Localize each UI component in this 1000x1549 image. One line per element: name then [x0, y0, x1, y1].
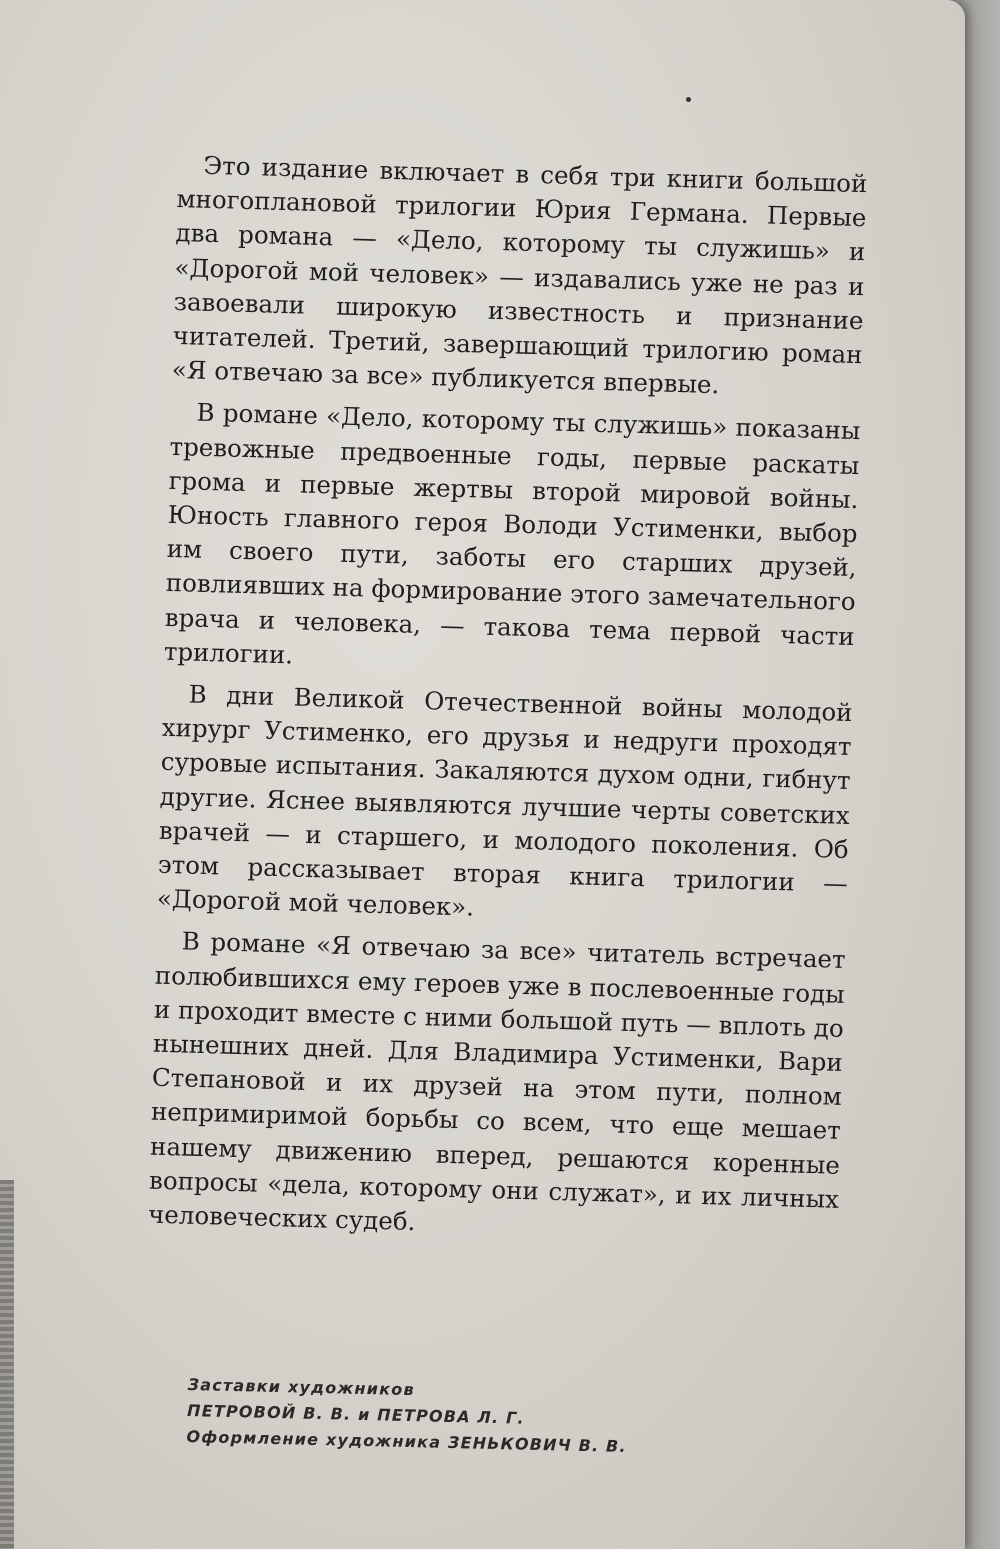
- paragraph-4: В романе «Я отвечаю за все» читатель встречает полюбившихся ему героев уже в послевоенные годы и проходит вместе с ними большой путь — вплоть до нынешних дней. Для Владимира Устименки, Вари Степановой и их друзей на этом пути, полном непримиримой борьбы со всем, что еще мешает нашему движению вперед, решаются коренные вопросы «дела, которому они служат», и их личных человеческих судеб.: [147, 926, 846, 1237]
- annotation-text: [148, 148, 868, 1259]
- paragraph-3: В дни Великой Отечественной войны молодой хирург Устименко, его друзья и недруги проходят суровые испытания. Закаляются духом одни, гибнут другие. Яснее выявляются лучшие черты советских врачей — и старшего, и молодого поколения. Об этом рассказывает вторая книга трилогии — «Дорогой мой человек».: [156, 679, 853, 922]
- binding-edge: [0, 1180, 14, 1549]
- paragraph-2: В романе «Дело, которому ты служишь» показаны тревожные предвоенные годы, первые раскаты грома и первые жертвы второй мировой войны. Юность главного героя Володи Устименки, выбор им своего пути, заботы его старших друзей, повлиявших на формирование этого замечательного врача и человека, — такова тема первой части трилогии.: [163, 398, 861, 670]
- credit-line-1: Заставки художников: [187, 1374, 415, 1400]
- page-speck: [686, 97, 691, 102]
- paragraph-1: Это издание включает в себя три книги большой многоплановой трилогии Юрия Германа. Первые два романа — «Дело, которому ты служишь» и «Дорогой мой человек» — издавались уже не раз и завоевали широкую известность и признание читателей. Третий, завершающий трилогию роман «Я отвечаю за все» публикуется впервые.: [171, 150, 868, 400]
- credit-line-3: Оформление художника ЗЕНЬКОВИЧ В. В.: [186, 1426, 627, 1456]
- illustration-credits: [186, 1372, 628, 1460]
- credit-line-2: ПЕТРОВОЙ В. В. и ПЕТРОВА Л. Г.: [186, 1400, 525, 1428]
